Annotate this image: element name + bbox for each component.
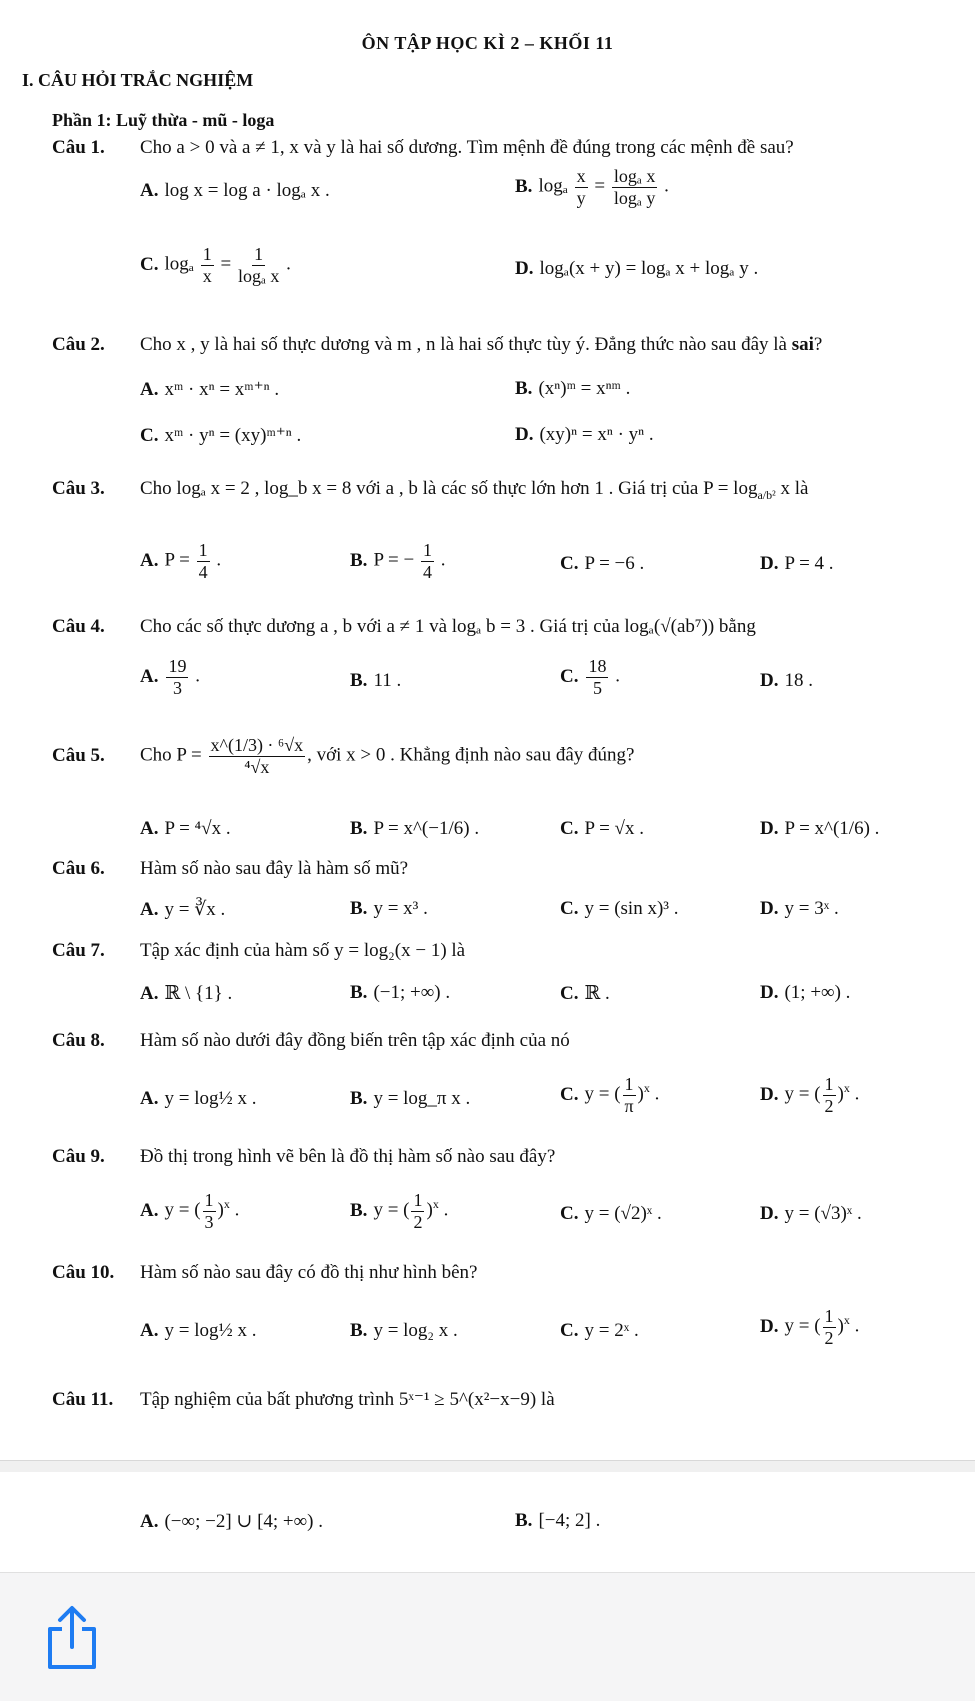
q9-option-d: D. y = (√3)ˣ . (760, 1203, 862, 1224)
q4-option-d: D. 18 . (760, 670, 813, 691)
question-6: Câu 6. Hàm số nào sau đây là hàm số mũ? (52, 858, 409, 879)
q8-option-b: B. y = log_π x . (350, 1088, 471, 1109)
q2-option-a: A. xᵐ · xⁿ = xᵐ⁺ⁿ . (140, 379, 280, 400)
bottom-toolbar (0, 1572, 975, 1701)
question-1-label: Câu 1. (52, 137, 105, 158)
q5-option-d: D. P = x^(1/6) . (760, 818, 880, 839)
q3-option-a: A. P = $\frac{1}{4}$ . (140, 540, 222, 582)
q3-option-d: D. P = 4 . (760, 553, 834, 574)
q7-option-b: B. (−1; +∞) . (350, 982, 451, 1003)
q6-option-a: A. y = ∛x . (140, 899, 226, 920)
q4-option-a: A. $\frac{19}{3}$ . (140, 656, 200, 698)
q9-option-a: A. y = ( $\frac{1}{3}$ )$^x$ . (140, 1190, 240, 1232)
part-heading: Phần 1: Luỹ thừa - mũ - loga (52, 110, 275, 130)
q7-option-c: C. ℝ . (560, 983, 610, 1004)
q4-option-c: C. $\frac{18}{5}$ . (560, 656, 620, 698)
question-5: Câu 5. Cho P = $\frac{\text{x\textasciicircum{}(1/3) · ⁶√x}}{\text{⁴√x}}$ , với x > 0 . Khẳng định nào sau đây đúng? (52, 735, 635, 777)
question-10: Câu 10. Hàm số nào sau đây có đồ thị như hình bên? (52, 1262, 478, 1283)
q4-option-b: B. 11 . (350, 670, 402, 691)
q1-option-c: C. logₐ $\frac{1}{x}$ = $\frac{1}{\text{logₐ x}}$ . (140, 244, 291, 286)
q6-option-d: D. y = 3ˣ . (760, 898, 839, 919)
question-11: Câu 11. Tập nghiệm của bất phương trình 5ˣ⁻¹ ≥ 5^(x²−x−9) là (52, 1389, 555, 1410)
share-button[interactable] (40, 1603, 104, 1673)
question-7: Câu 7. Tập xác định của hàm số y = log₂(x − 1) là (52, 940, 466, 961)
question-3: Câu 3. Cho logₐ x = 2 , log_b x = 8 với a , b là các số thực lớn hơn 1 . Giá trị của $P = \log_{a/b^2} x$ là (52, 478, 809, 502)
q11-option-b: B. [−4; 2] . (515, 1510, 601, 1531)
q2-option-d: D. (xy)ⁿ = xⁿ · yⁿ . (515, 424, 654, 445)
question-2: Câu 2. Cho x , y là hai số thực dương và m , n là hai số thực tùy ý. Đẳng thức nào sau đây là sai? (52, 334, 823, 355)
q3-option-c: C. P = −6 . (560, 553, 645, 574)
question-9: Câu 9. Đồ thị trong hình vẽ bên là đồ thị hàm số nào sau đây? (52, 1146, 556, 1167)
q1-option-b: B. logₐ $\frac{x}{y}$ = $\frac{\text{logₐ x}}{\text{logₐ y}}$ . (515, 166, 669, 208)
q10-option-c: C. y = 2ˣ . (560, 1320, 639, 1341)
q5-option-a: A. P = ⁴√x . (140, 818, 231, 839)
document-title: ÔN TẬP HỌC KÌ 2 – KHỐI 11 (361, 33, 614, 53)
q8-option-a: A. y = log½ x . (140, 1088, 257, 1109)
q7-option-d: D. (1; +∞) . (760, 982, 851, 1003)
q6-option-b: B. y = x³ . (350, 898, 428, 919)
q1-option-d: D. logₐ(x + y) = logₐ x + logₐ y . (515, 258, 759, 279)
continued-page (0, 1472, 975, 1572)
q5-option-c: C. P = √x . (560, 818, 644, 839)
q10-option-a: A. y = log½ x . (140, 1320, 257, 1341)
question-8: Câu 8. Hàm số nào dưới đây đồng biến trên tập xác định của nó (52, 1030, 570, 1051)
q8-option-d: D. y = ( $\frac{1}{2}$ )$^x$ . (760, 1074, 860, 1116)
q6-option-c: C. y = (sin x)³ . (560, 898, 679, 919)
q7-option-a: A. ℝ \ {1} . (140, 983, 233, 1004)
q11-option-a: A. (−∞; −2] ∪ [4; +∞) . (140, 1511, 324, 1532)
q5-option-b: B. P = x^(−1/6) . (350, 818, 480, 839)
q10-option-d: D. y = ( $\frac{1}{2}$ )$^x$ . (760, 1306, 860, 1348)
q9-option-c: C. y = (√2)ˣ . (560, 1203, 662, 1224)
section-heading: I. CÂU HỎI TRẮC NGHIỆM (22, 70, 254, 90)
q2-option-b: B. (xⁿ)ᵐ = xⁿᵐ . (515, 378, 631, 399)
q8-option-c: C. y = ( $\frac{1}{\pi}$ )$^x$ . (560, 1074, 660, 1116)
q9-option-b: B. y = ( $\frac{1}{2}$ )$^x$ . (350, 1190, 449, 1232)
question-1-text: Cho a > 0 và a ≠ 1, x và y là hai số dương. Tìm mệnh đề đúng trong các mệnh đề sau? (140, 137, 794, 158)
q2-option-c: C. xᵐ · yⁿ = (xy)ᵐ⁺ⁿ . (140, 425, 302, 446)
question-1 (52, 137, 794, 159)
q1-option-a: A. log x = log a · logₐ x . (140, 180, 330, 201)
share-icon (40, 1603, 104, 1673)
question-4: Câu 4. Cho các số thực dương a , b với a ≠ 1 và logₐ b = 3 . Giá trị của logₐ(√(ab⁷)) bằng (52, 616, 756, 637)
q3-option-b: B. P = − $\frac{1}{4}$ . (350, 540, 446, 582)
q10-option-b: B. y = log₂ x . (350, 1320, 458, 1341)
